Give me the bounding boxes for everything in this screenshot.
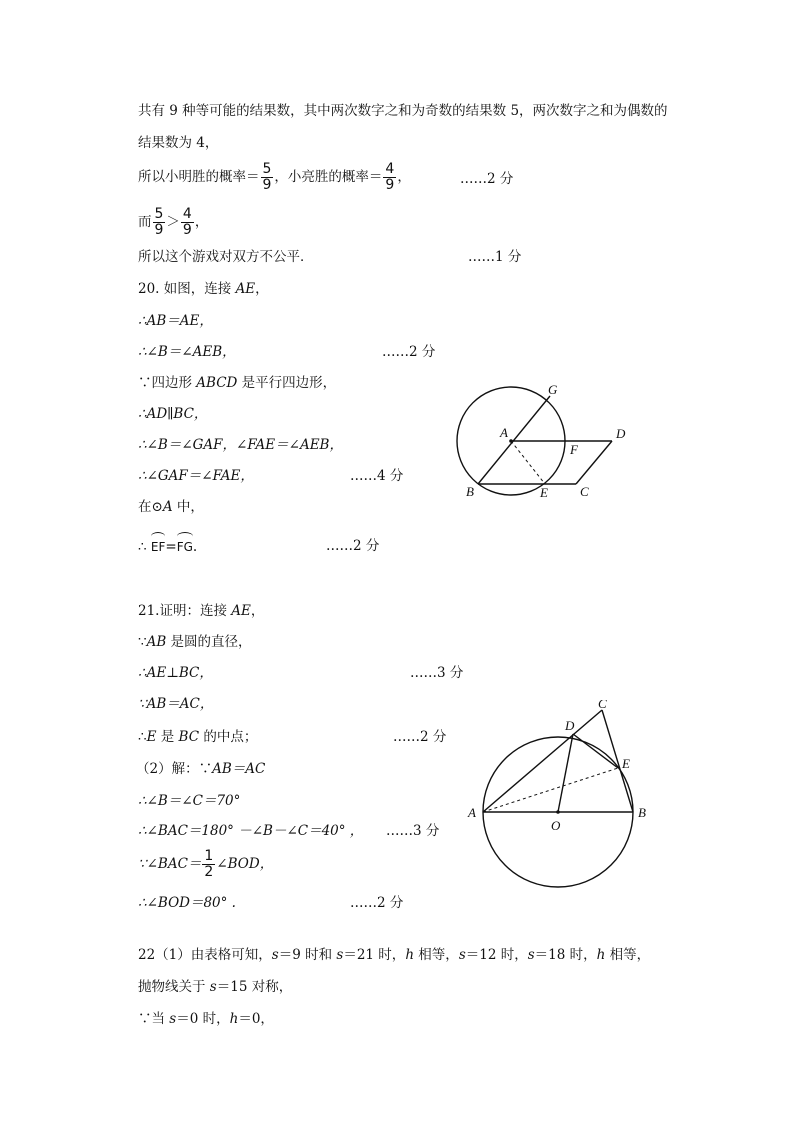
text-fragment: 抛物线关于 bbox=[138, 979, 210, 995]
math-var: AB bbox=[146, 634, 167, 650]
text-fragment: 20. 如图，连接 bbox=[138, 281, 236, 297]
text-fragment: ∵四边形 bbox=[138, 375, 197, 391]
fraction-denominator: 9 bbox=[385, 177, 395, 193]
label-b: B bbox=[466, 484, 474, 499]
math-var: h bbox=[405, 947, 415, 963]
label-f: F bbox=[570, 442, 578, 457]
text-fragment: ＞ bbox=[166, 214, 180, 230]
proof-step: ∵AB＝AC， bbox=[138, 696, 214, 712]
text-fragment: 相等， bbox=[605, 947, 651, 963]
math-var: s bbox=[458, 947, 466, 963]
proof-step: ∴AD∥BC， bbox=[138, 406, 208, 422]
math-var: h bbox=[596, 947, 606, 963]
proof-step bbox=[136, 760, 265, 778]
label-d: D bbox=[565, 718, 575, 733]
score-mark: ……2 分 bbox=[382, 344, 436, 360]
proof-step bbox=[138, 633, 252, 651]
fraction bbox=[383, 162, 396, 193]
text-line: 结果数为 4， bbox=[138, 135, 219, 151]
fraction-numerator: 5 bbox=[154, 206, 164, 222]
text-line: 所以这个游戏对双方不公平． bbox=[138, 249, 314, 265]
text-fragment: 的中点； bbox=[199, 729, 258, 745]
proof-step bbox=[138, 728, 257, 746]
text-fragment: . bbox=[192, 539, 198, 555]
text-fragment: ＝0 时， bbox=[176, 1011, 230, 1027]
label-g: G bbox=[548, 382, 558, 397]
dashed-ae bbox=[483, 768, 618, 812]
label-c: C bbox=[598, 700, 607, 711]
proof-step: ∴AE⊥BC， bbox=[138, 665, 213, 681]
proof-step bbox=[138, 498, 204, 516]
text-fragment: ∠BOD， bbox=[216, 856, 274, 872]
text-fragment: = bbox=[165, 539, 177, 555]
text-fragment: ，小亮胜的概率＝ bbox=[274, 169, 383, 185]
text-fragment: 在⊙ bbox=[138, 499, 163, 515]
math-var: s bbox=[271, 947, 279, 963]
text-line: 共有 9 种等可能的结果数，其中两次数字之和为奇数的结果数 5，两次数字之和为偶数的 bbox=[138, 103, 668, 119]
parallelogram-circle-figure bbox=[450, 380, 650, 510]
proof-step bbox=[138, 374, 336, 392]
fraction-numerator: 4 bbox=[385, 161, 395, 177]
text-fragment: 相等， bbox=[414, 947, 459, 963]
fraction-denominator: 9 bbox=[182, 222, 192, 238]
text-fragment: ＝0， bbox=[238, 1011, 274, 1027]
center-dot bbox=[556, 810, 560, 814]
fraction bbox=[153, 207, 166, 238]
math-var: s bbox=[527, 947, 535, 963]
score-mark: ……2 分 bbox=[350, 895, 404, 911]
score-mark: ……3 分 bbox=[386, 823, 440, 839]
dashed-ae bbox=[511, 441, 545, 484]
problem-heading bbox=[138, 946, 650, 964]
score-mark: ……1 分 bbox=[468, 249, 522, 265]
fraction bbox=[202, 849, 215, 880]
text-fragment: ＝12 时， bbox=[465, 947, 528, 963]
text-fragment: 21.证明：连接 bbox=[138, 603, 232, 619]
text-fragment: ， bbox=[397, 169, 411, 185]
text-fragment: ∴ bbox=[138, 729, 147, 745]
proof-step bbox=[138, 849, 273, 880]
problem-heading bbox=[138, 602, 264, 620]
proof-step: ∴∠GAF＝∠FAE， bbox=[138, 468, 254, 484]
text-fragment: ＝21 时， bbox=[343, 947, 406, 963]
proof-step: ∴∠B＝∠C＝70° bbox=[138, 793, 241, 809]
label-c: C bbox=[580, 484, 589, 499]
text-fragment: ∵∠BAC＝ bbox=[138, 856, 202, 872]
math-var: AE bbox=[235, 281, 256, 297]
score-mark: ……2 分 bbox=[326, 538, 380, 554]
proof-step: ∴∠BOD＝80° . bbox=[138, 895, 236, 911]
math-var: h bbox=[229, 1011, 239, 1027]
text-fragment: 是 bbox=[156, 729, 179, 745]
text-fragment: 所以小明胜的概率＝ bbox=[138, 169, 260, 185]
label-a: A bbox=[500, 425, 508, 440]
segment-dc bbox=[576, 441, 612, 484]
math-var: A bbox=[162, 499, 173, 515]
proof-step: ∴∠B＝∠GAF，∠FAE＝∠AEB， bbox=[138, 437, 343, 453]
score-mark: ……3 分 bbox=[410, 665, 464, 681]
label-e: E bbox=[622, 756, 630, 771]
text-fragment: ∵当 bbox=[138, 1011, 170, 1027]
text-fragment: ， bbox=[255, 281, 269, 297]
proof-step bbox=[138, 1010, 274, 1028]
math-var: s bbox=[209, 979, 217, 995]
probability-line bbox=[138, 162, 411, 193]
math-var: s bbox=[336, 947, 344, 963]
text-fragment: （2）解：∵ bbox=[136, 761, 213, 777]
text-fragment: ＝15 对称， bbox=[216, 979, 293, 995]
text-fragment: ， bbox=[194, 214, 209, 230]
math-var: AB＝AC bbox=[212, 761, 266, 777]
center-dot bbox=[509, 439, 513, 443]
text-fragment: ＝9 时和 bbox=[278, 947, 337, 963]
math-var: BC bbox=[178, 729, 200, 745]
arc-ef: EF bbox=[151, 535, 165, 556]
text-fragment: ， bbox=[250, 603, 265, 619]
label-d: D bbox=[616, 426, 626, 441]
score-mark: ……4 分 bbox=[350, 468, 404, 484]
fraction-numerator: 4 bbox=[182, 206, 192, 222]
score-mark: ……2 分 bbox=[460, 171, 514, 187]
text-fragment: 而 bbox=[138, 214, 152, 230]
circle-triangle-figure bbox=[462, 700, 662, 890]
proof-step: ∴AB＝AE， bbox=[138, 313, 213, 329]
proof-step bbox=[138, 978, 292, 996]
proof-step: ∴∠B＝∠AEB， bbox=[138, 344, 236, 360]
fraction bbox=[261, 162, 274, 193]
text-fragment: ∴ bbox=[138, 539, 151, 555]
line-bg bbox=[478, 396, 550, 484]
text-fragment: ＝18 时， bbox=[534, 947, 597, 963]
math-var: ABCD bbox=[196, 375, 238, 391]
fraction-denominator: 2 bbox=[204, 864, 214, 880]
math-var: AE bbox=[231, 603, 251, 619]
segment-ac bbox=[483, 710, 602, 812]
proof-step bbox=[138, 535, 197, 556]
label-b: B bbox=[638, 805, 646, 820]
proof-step: ∴∠BAC＝180° －∠B－∠C＝40° ， bbox=[138, 823, 364, 839]
text-fragment: 是平行四边形， bbox=[237, 375, 337, 391]
fraction bbox=[181, 207, 194, 238]
text-fragment: ∵ bbox=[138, 634, 147, 650]
arc-fg: FG bbox=[177, 535, 193, 556]
score-mark: ……2 分 bbox=[393, 729, 447, 745]
label-a: A bbox=[468, 805, 476, 820]
fraction-denominator: 9 bbox=[154, 222, 164, 238]
fraction-numerator: 1 bbox=[204, 848, 214, 864]
label-e: E bbox=[540, 485, 548, 500]
comparison-line bbox=[138, 207, 208, 238]
text-fragment: 中， bbox=[172, 499, 204, 515]
fraction-numerator: 5 bbox=[262, 161, 272, 177]
problem-heading bbox=[138, 280, 269, 298]
text-fragment: 是圆的直径， bbox=[166, 634, 252, 650]
math-var: s bbox=[169, 1011, 177, 1027]
label-o: O bbox=[551, 818, 561, 833]
fraction-denominator: 9 bbox=[262, 177, 272, 193]
text-fragment: 22（1）由表格可知， bbox=[138, 947, 272, 963]
math-var: E bbox=[146, 729, 157, 745]
